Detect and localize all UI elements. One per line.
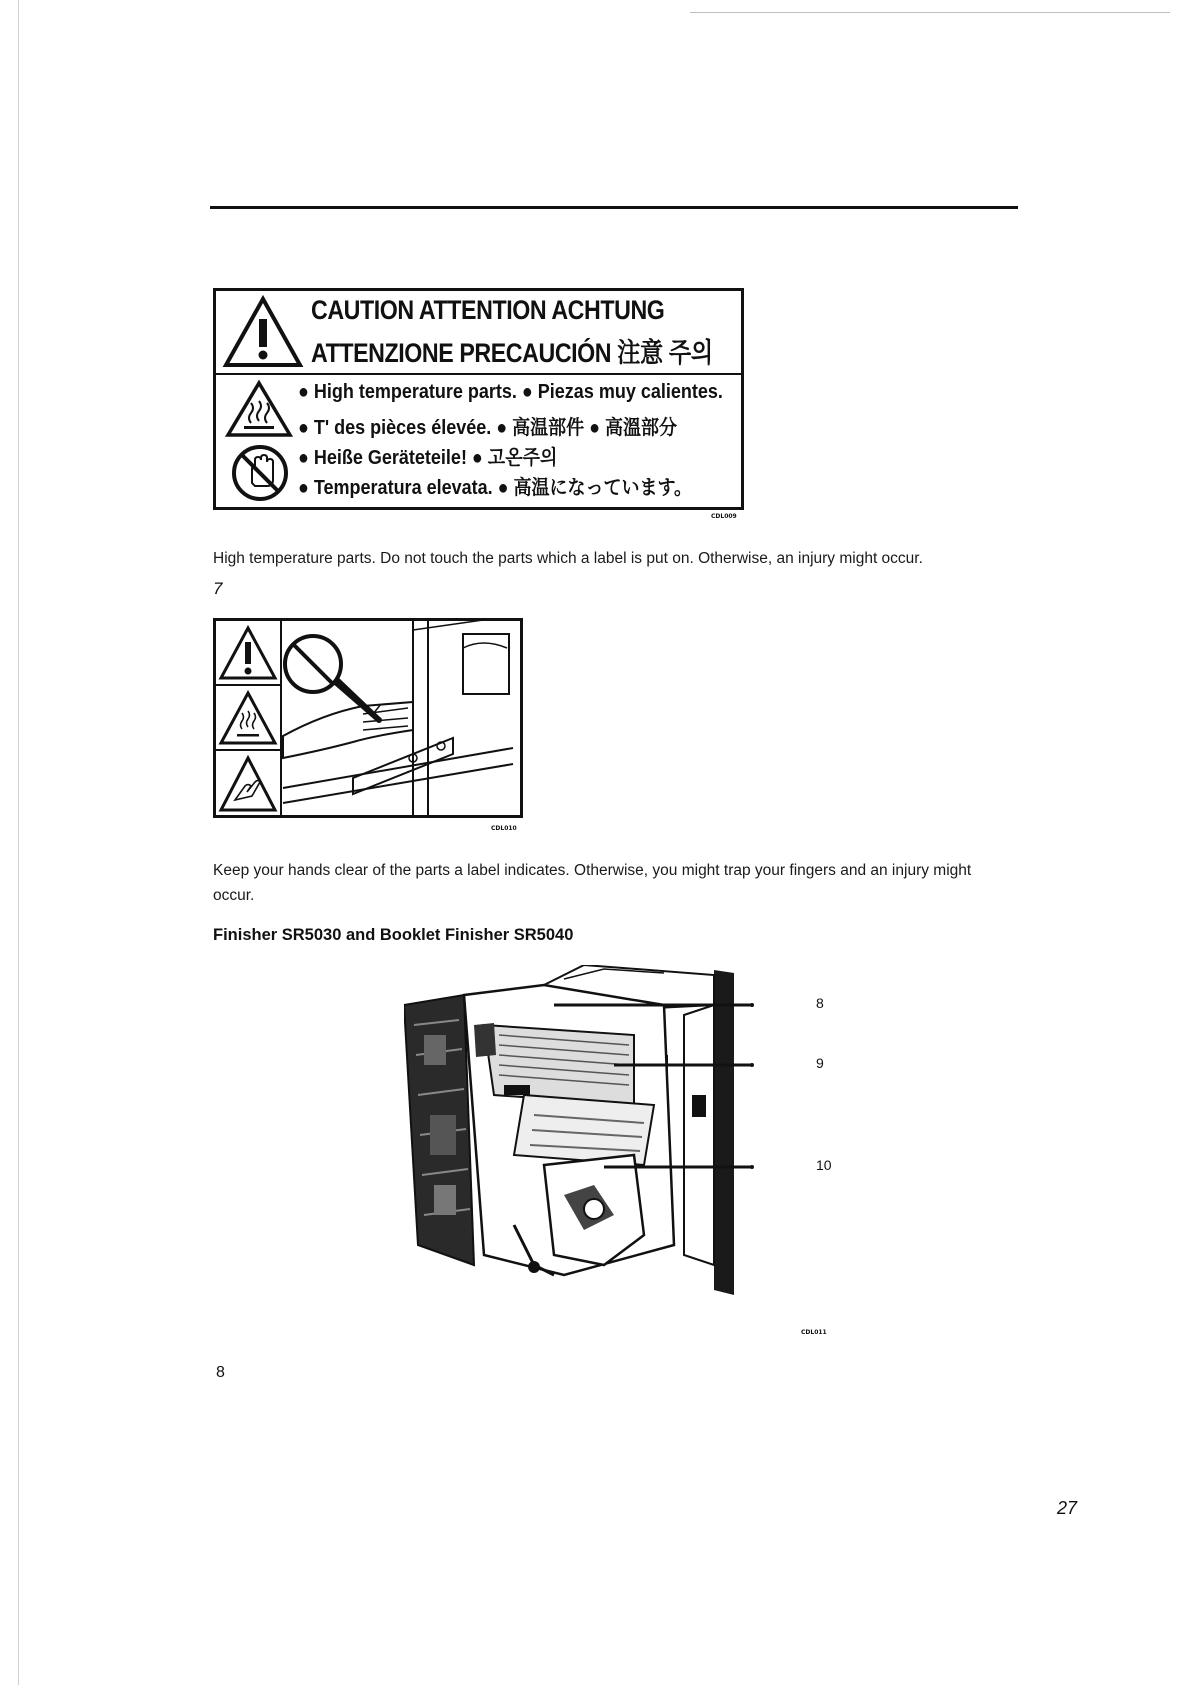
caution-label-header [216, 291, 741, 375]
caution-line: ● Temperatura elevata. ● 高温になっています。 [298, 477, 693, 499]
section-rule [210, 206, 1018, 209]
step-number: 7 [213, 579, 223, 598]
warning-triangle-icon [222, 293, 304, 371]
prohibition-icon [285, 636, 341, 692]
step-number: 8 [216, 1364, 225, 1381]
caution-label [213, 288, 744, 510]
binding-line [18, 0, 19, 1685]
figure-code: CDL009 [711, 513, 737, 520]
page-number: 27 [1057, 1498, 1078, 1518]
callout-label: 8 [816, 995, 824, 1011]
top-hairline [690, 12, 1170, 13]
figure-code: CDL010 [491, 825, 517, 832]
caution-title-line-1: CAUTION ATTENTION ACHTUNG [311, 295, 665, 325]
hot-surface-icon [224, 379, 294, 441]
no-touch-hand-icon [230, 443, 290, 503]
caution-title-line-2: ATTENZIONE PRECAUCIÓN 注意 주의 [311, 338, 713, 368]
figure-code: CDL011 [801, 1329, 827, 1336]
callout-label: 10 [816, 1157, 832, 1173]
caution-line: ● T' des pièces élevée. ● 高温部件 ● 高溫部分 [298, 417, 678, 439]
paragraph-high-temperature: High temperature parts. Do not touch the parts which a label is put on. Otherwise, an injury might occur. [213, 550, 923, 567]
callout-label: 9 [816, 1055, 824, 1071]
caution-label-lines [298, 381, 743, 501]
finisher-illustration [404, 965, 844, 1305]
paragraph-keep-hands-clear: Keep your hands clear of the parts a label indicates. Otherwise, you might trap your fingers and an injury might occur. [213, 862, 972, 904]
section-heading: Finisher SR5030 and Booklet Finisher SR5040 [213, 926, 574, 944]
caution-line: ● High temperature parts. ● Piezas muy calientes. [298, 381, 723, 403]
caution-line: ● Heiße Geräteteile! ● 고온주의 [298, 447, 558, 469]
pinch-warning-figure [213, 618, 523, 818]
